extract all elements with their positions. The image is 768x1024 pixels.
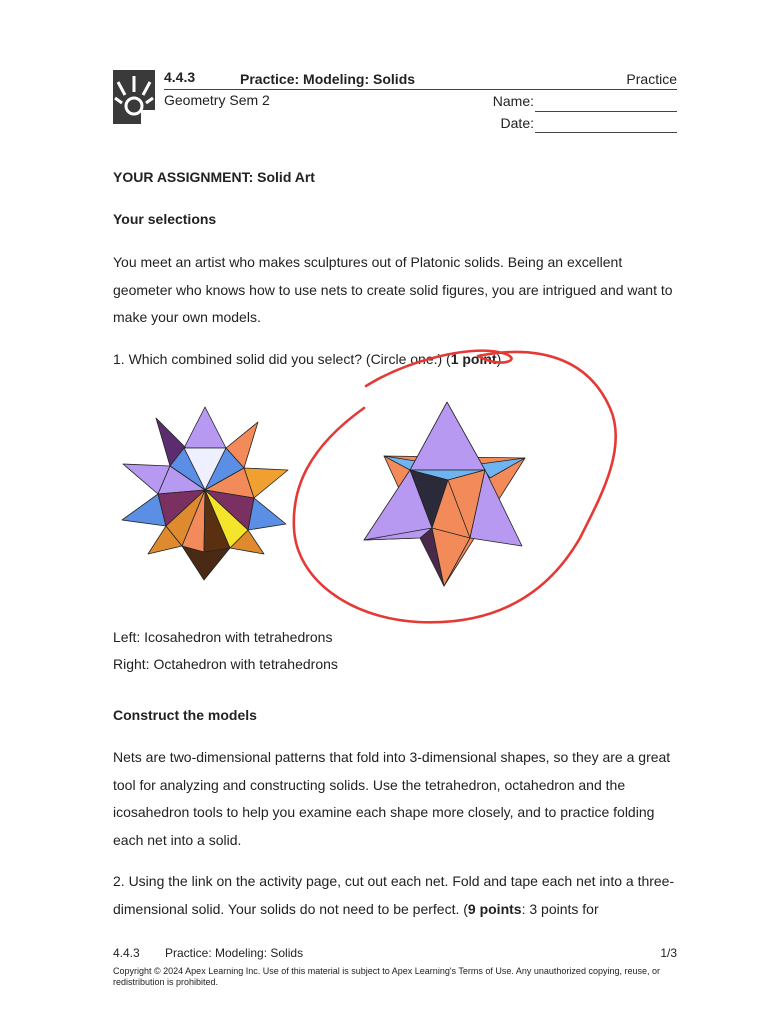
footer-page-number: 1/3 <box>660 946 677 960</box>
lesson-title: Practice: Modeling: Solids <box>240 71 416 87</box>
date-field[interactable] <box>535 132 677 133</box>
name-label: Name: <box>492 93 534 109</box>
question-2 <box>113 868 678 923</box>
name-field[interactable] <box>535 111 677 112</box>
header-divider <box>164 89 677 90</box>
construct-heading: Construct the models <box>113 707 257 723</box>
circle-annotation <box>288 338 620 632</box>
course-name: Geometry Sem 2 <box>164 92 270 108</box>
icosahedron-stellation-image <box>118 402 293 582</box>
apex-logo-icon <box>113 70 155 124</box>
date-label: Date: <box>500 115 534 131</box>
footer-lesson-number: 4.4.3 <box>113 946 140 960</box>
intro-paragraph: You meet an artist who makes sculptures out of Platonic solids. Being an excellent geometer who knows how to use nets to create solid figures, you are intrigued and want to make your own models. <box>113 254 673 325</box>
question-2-points: 9 points <box>467 900 522 917</box>
question-1-prefix: 1. Which combined solid did you select? (Circle one.) ( <box>113 351 451 367</box>
selections-heading: Your selections <box>113 211 217 227</box>
caption-left: Left: Icosahedron with tetrahedrons <box>113 629 333 645</box>
nets-paragraph: Nets are two-dimensional patterns that fold into 3-dimensional shapes, so they are a great tool for analyzing and constructing solids. Use the tetrahedron, octahedron and the icosahedron tools to help you examine each shape more closely, and to practice folding each net into a solid. <box>113 749 671 848</box>
footer-title: Practice: Modeling: Solids <box>165 946 304 960</box>
question-1-points: 1 point <box>450 351 497 367</box>
lesson-number: 4.4.3 <box>164 69 196 85</box>
assignment-type: Practice <box>626 71 677 87</box>
question-2-suffix: : 3 points for <box>521 900 599 917</box>
copyright-notice: Copyright © 2024 Apex Learning Inc. Use of this material is subject to Apex Learning's Terms of Use. Any unauthorized copying, reuse, or redistribution is prohibited. <box>113 966 660 987</box>
question-1-suffix: ) <box>496 351 502 367</box>
caption-right: Right: Octahedron with tetrahedrons <box>113 656 338 672</box>
assignment-heading: YOUR ASSIGNMENT: Solid Art <box>113 169 315 185</box>
question-2-prefix: 2. Using the link on the activity page, cut out each net. Fold and tape each net into a three-dimensional solid. Your solids do not need to be perfect. ( <box>113 873 675 917</box>
